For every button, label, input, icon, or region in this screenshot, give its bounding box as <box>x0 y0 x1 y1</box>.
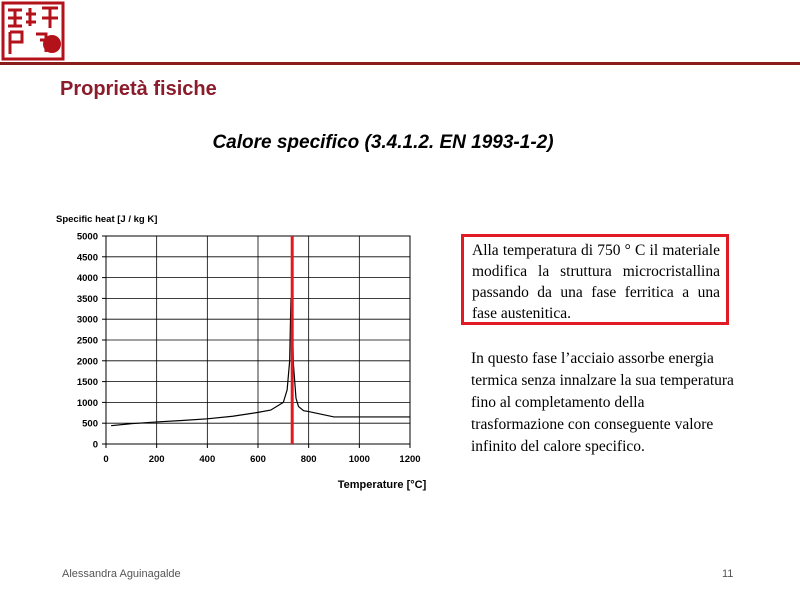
y-tick-label: 4000 <box>76 273 98 285</box>
x-tick-label: 400 <box>199 454 216 465</box>
specific-heat-chart <box>48 204 448 504</box>
y-tick-label: 1500 <box>76 377 98 389</box>
y-tick-label: 1000 <box>76 397 98 409</box>
x-tick-label: 200 <box>148 454 165 465</box>
callout-text: Alla temperatura di 750 ° C il materiale modifica la struttura microcristallina passando da una fase ferritica a una fase austenitica. <box>472 242 720 322</box>
x-tick-label: 600 <box>250 454 266 465</box>
y-tick-label: 2000 <box>76 356 98 368</box>
y-tick-label: 3000 <box>76 314 98 326</box>
callout-box <box>461 234 729 325</box>
body-text: In questo fase l’acciaio assorbe energia termica senza innalzare la sua temperatura fino al completamento della trasformazione con conseguente valore infinito del calore specifico. <box>471 350 734 455</box>
section-title: Proprietà fisiche <box>60 78 217 100</box>
red-seal-logo <box>0 0 66 62</box>
y-tick-label: 5000 <box>76 231 98 243</box>
header-rule <box>0 62 800 65</box>
slide-heading: Calore specifico (3.4.1.2. EN 1993-1-2) <box>212 132 554 153</box>
y-tick-label: 4500 <box>76 252 98 264</box>
x-tick-label: 0 <box>103 454 109 465</box>
x-tick-label: 1000 <box>348 454 370 465</box>
x-tick-label: 800 <box>300 454 317 465</box>
y-tick-label: 2500 <box>76 335 98 347</box>
y-axis-label: Specific heat [J / kg K] <box>56 214 158 225</box>
x-tick-label: 1200 <box>399 454 421 465</box>
footer-author: Alessandra Aguinagalde <box>62 568 181 580</box>
y-tick-label: 500 <box>82 418 98 430</box>
y-tick-label: 3500 <box>76 293 98 305</box>
x-axis-label: Temperature [°C] <box>337 479 427 491</box>
chart-svg <box>48 204 448 504</box>
page-number: 11 <box>722 568 734 580</box>
y-tick-label: 0 <box>92 439 98 451</box>
